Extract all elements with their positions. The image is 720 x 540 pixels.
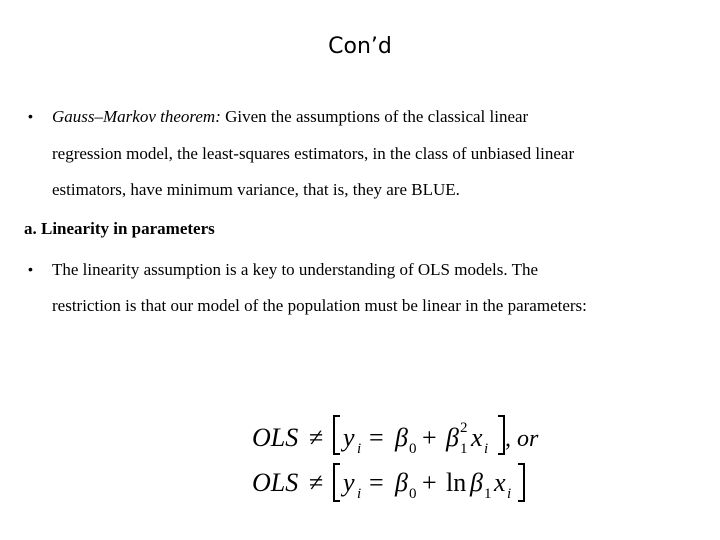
section-heading: a. Linearity in parameters	[24, 219, 215, 238]
formula-beta: β	[470, 468, 483, 497]
formula-y: y	[343, 423, 355, 452]
theorem-name: Gauss–Markov theorem:	[52, 107, 221, 126]
formula-lhs: OLS	[252, 468, 299, 497]
right-bracket	[498, 416, 504, 454]
formula-line-2	[252, 464, 524, 502]
subscript-i: i	[357, 486, 362, 502]
formula-lhs: OLS	[252, 423, 299, 452]
formula-y: y	[343, 468, 355, 497]
bullet2-line1: The linearity assumption is a key to understanding of OLS models. The	[52, 260, 538, 279]
subscript-i: i	[484, 441, 489, 457]
bullet-marker: •	[28, 108, 33, 124]
left-bracket	[334, 464, 340, 501]
bullet-marker: •	[28, 261, 33, 277]
formula-or: , or	[505, 426, 539, 452]
formula-neq: ≠	[309, 468, 324, 497]
subscript-one: 1	[484, 486, 492, 502]
formula-x: x	[471, 423, 483, 452]
formula-x: x	[494, 468, 506, 497]
superscript-two: 2	[460, 420, 468, 436]
ols-formula	[252, 408, 562, 508]
formula-beta: β	[395, 423, 408, 452]
formula-plus: +	[422, 468, 437, 497]
formula-eq: =	[369, 468, 384, 497]
right-bracket	[518, 464, 524, 501]
formula-line-1	[252, 416, 539, 457]
bullet1-line1	[52, 106, 528, 128]
subscript-zero: 0	[409, 486, 417, 502]
bullet2-line2: restriction is that our model of the population must be linear in the parameters:	[52, 296, 587, 315]
formula-plus: +	[422, 423, 437, 452]
bullet1-line2: regression model, the least-squares estimators, in the class of unbiased linear	[52, 144, 575, 163]
formula-eq: =	[369, 423, 384, 452]
subscript-one: 1	[460, 441, 468, 457]
formula-graphic	[252, 408, 562, 508]
formula-neq: ≠	[309, 423, 324, 452]
left-bracket	[334, 416, 340, 454]
subscript-i: i	[357, 441, 362, 457]
bullet1-line1-text: Given the assumptions of the classical linear	[220, 107, 529, 126]
bullet1-line3: estimators, have minimum variance, that is, they are BLUE.	[52, 180, 460, 199]
formula-ln: ln	[446, 468, 467, 497]
formula-beta: β	[446, 423, 459, 452]
subscript-zero: 0	[409, 441, 417, 457]
slide-title: Con’d	[328, 34, 392, 59]
formula-beta: β	[395, 468, 408, 497]
subscript-i: i	[507, 486, 512, 502]
